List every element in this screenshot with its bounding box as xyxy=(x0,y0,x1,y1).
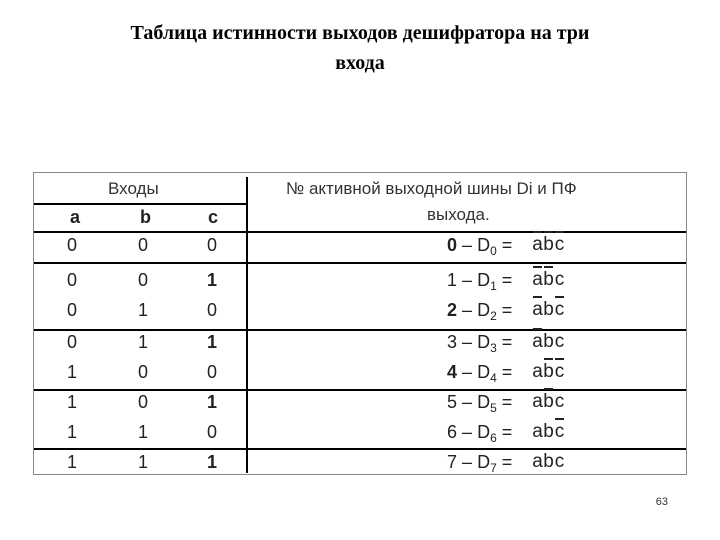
variable: c xyxy=(554,269,565,290)
inverted-variable: b xyxy=(543,234,554,255)
cell-b: 0 xyxy=(138,392,149,412)
cell-c: 1 xyxy=(207,392,218,412)
inverted-variable: c xyxy=(554,421,565,442)
cell-b: 1 xyxy=(138,300,149,320)
output-subscript: 7 xyxy=(490,461,497,475)
slide-title xyxy=(60,18,660,78)
output-equals: = xyxy=(501,270,513,290)
switching-function xyxy=(532,361,565,383)
output-d: D xyxy=(477,270,491,290)
output-number: 3 xyxy=(447,332,458,352)
output-dash: – xyxy=(462,300,473,320)
cell-c: 1 xyxy=(207,452,218,472)
variable: a xyxy=(532,451,543,472)
title-line-1: Таблица истинности выходов дешифратора на три xyxy=(130,22,590,44)
output-equals: = xyxy=(501,452,513,472)
output-dash: – xyxy=(462,422,473,442)
divider-row-1 xyxy=(34,262,686,264)
switching-function xyxy=(532,391,565,413)
output-d: D xyxy=(477,332,491,352)
variable: c xyxy=(554,391,565,412)
cell-a: 0 xyxy=(67,300,78,320)
cell-b: 0 xyxy=(138,270,149,290)
divider-subheader xyxy=(34,231,686,233)
cell-a: 1 xyxy=(67,452,78,472)
variable: b xyxy=(543,331,554,352)
cell-b: 0 xyxy=(138,362,149,382)
variable: b xyxy=(543,421,554,442)
cell-a: 0 xyxy=(67,235,78,255)
variable: b xyxy=(543,299,554,320)
inverted-variable: b xyxy=(543,269,554,290)
cell-c: 0 xyxy=(207,422,218,442)
cell-b: 1 xyxy=(138,332,149,352)
output-subscript: 6 xyxy=(490,431,497,445)
inverted-variable: b xyxy=(543,391,554,412)
output-number: 1 xyxy=(447,270,458,290)
output-subscript: 2 xyxy=(490,309,497,323)
output-equals: = xyxy=(501,422,513,442)
output-label xyxy=(447,332,512,355)
output-d: D xyxy=(477,452,491,472)
output-dash: – xyxy=(462,452,473,472)
output-label xyxy=(447,235,512,258)
variable: a xyxy=(532,361,543,382)
cell-c: 1 xyxy=(207,270,218,290)
output-label xyxy=(447,392,512,415)
inverted-variable: a xyxy=(532,299,543,320)
divider-row-7 xyxy=(34,448,686,450)
switching-function xyxy=(532,299,565,321)
output-label xyxy=(447,452,512,475)
output-d: D xyxy=(477,422,491,442)
cell-a: 1 xyxy=(67,392,78,412)
inverted-variable: a xyxy=(532,331,543,352)
header-inputs: Входы xyxy=(108,179,159,198)
output-label xyxy=(447,270,512,293)
output-d: D xyxy=(477,362,491,382)
inverted-variable: a xyxy=(532,234,543,255)
switching-function xyxy=(532,234,565,256)
output-label xyxy=(447,362,512,385)
inverted-variable: c xyxy=(554,361,565,382)
cell-a: 0 xyxy=(67,332,78,352)
divider-header xyxy=(34,203,246,205)
cell-a: 1 xyxy=(67,422,78,442)
output-dash: – xyxy=(462,392,473,412)
header-col-a: a xyxy=(70,207,81,227)
header-col-b: b xyxy=(140,207,151,227)
inverted-variable: c xyxy=(554,234,565,255)
divider-inputs-outputs xyxy=(246,177,248,473)
output-subscript: 4 xyxy=(490,371,497,385)
divider-row-5 xyxy=(34,389,686,391)
cell-b: 1 xyxy=(138,452,149,472)
output-equals: = xyxy=(501,362,513,382)
inverted-variable: a xyxy=(532,269,543,290)
output-dash: – xyxy=(462,362,473,382)
output-number: 5 xyxy=(447,392,458,412)
output-subscript: 5 xyxy=(490,401,497,415)
output-number: 2 xyxy=(447,300,458,320)
switching-function xyxy=(532,451,565,473)
output-number: 6 xyxy=(447,422,458,442)
output-d: D xyxy=(477,300,491,320)
output-number: 4 xyxy=(447,362,458,382)
output-d: D xyxy=(477,235,491,255)
switching-function xyxy=(532,269,565,291)
cell-b: 1 xyxy=(138,422,149,442)
divider-row-3 xyxy=(34,329,686,331)
output-equals: = xyxy=(501,300,513,320)
header-output-text: № активной выходной шины Di и ПФ xyxy=(286,179,577,198)
header-col-c: c xyxy=(208,207,219,227)
cell-b: 0 xyxy=(138,235,149,255)
switching-function xyxy=(532,421,565,443)
output-subscript: 1 xyxy=(490,279,497,293)
cell-c: 0 xyxy=(207,235,218,255)
variable: c xyxy=(554,451,565,472)
variable: a xyxy=(532,391,543,412)
header-output-line-1 xyxy=(286,179,577,199)
page-number: 63 xyxy=(655,496,668,508)
variable: c xyxy=(554,331,565,352)
output-equals: = xyxy=(501,332,513,352)
output-number: 0 xyxy=(447,235,458,255)
switching-function xyxy=(532,331,565,353)
output-number: 7 xyxy=(447,452,458,472)
output-label xyxy=(447,422,512,445)
cell-c: 0 xyxy=(207,362,218,382)
output-dash: – xyxy=(462,332,473,352)
cell-c: 1 xyxy=(207,332,218,352)
output-subscript: 0 xyxy=(490,244,497,258)
output-equals: = xyxy=(501,392,513,412)
inverted-variable: c xyxy=(554,299,565,320)
header-output-line-2: выхода. xyxy=(427,205,490,224)
output-label xyxy=(447,300,512,323)
truth-table xyxy=(33,172,687,475)
cell-a: 1 xyxy=(67,362,78,382)
variable: a xyxy=(532,421,543,442)
inverted-variable: b xyxy=(543,361,554,382)
title-line-2: входа xyxy=(335,52,385,74)
output-dash: – xyxy=(462,235,473,255)
output-dash: – xyxy=(462,270,473,290)
output-d: D xyxy=(477,392,491,412)
cell-a: 0 xyxy=(67,270,78,290)
variable: b xyxy=(543,451,554,472)
cell-c: 0 xyxy=(207,300,218,320)
output-equals: = xyxy=(501,235,513,255)
output-subscript: 3 xyxy=(490,341,497,355)
